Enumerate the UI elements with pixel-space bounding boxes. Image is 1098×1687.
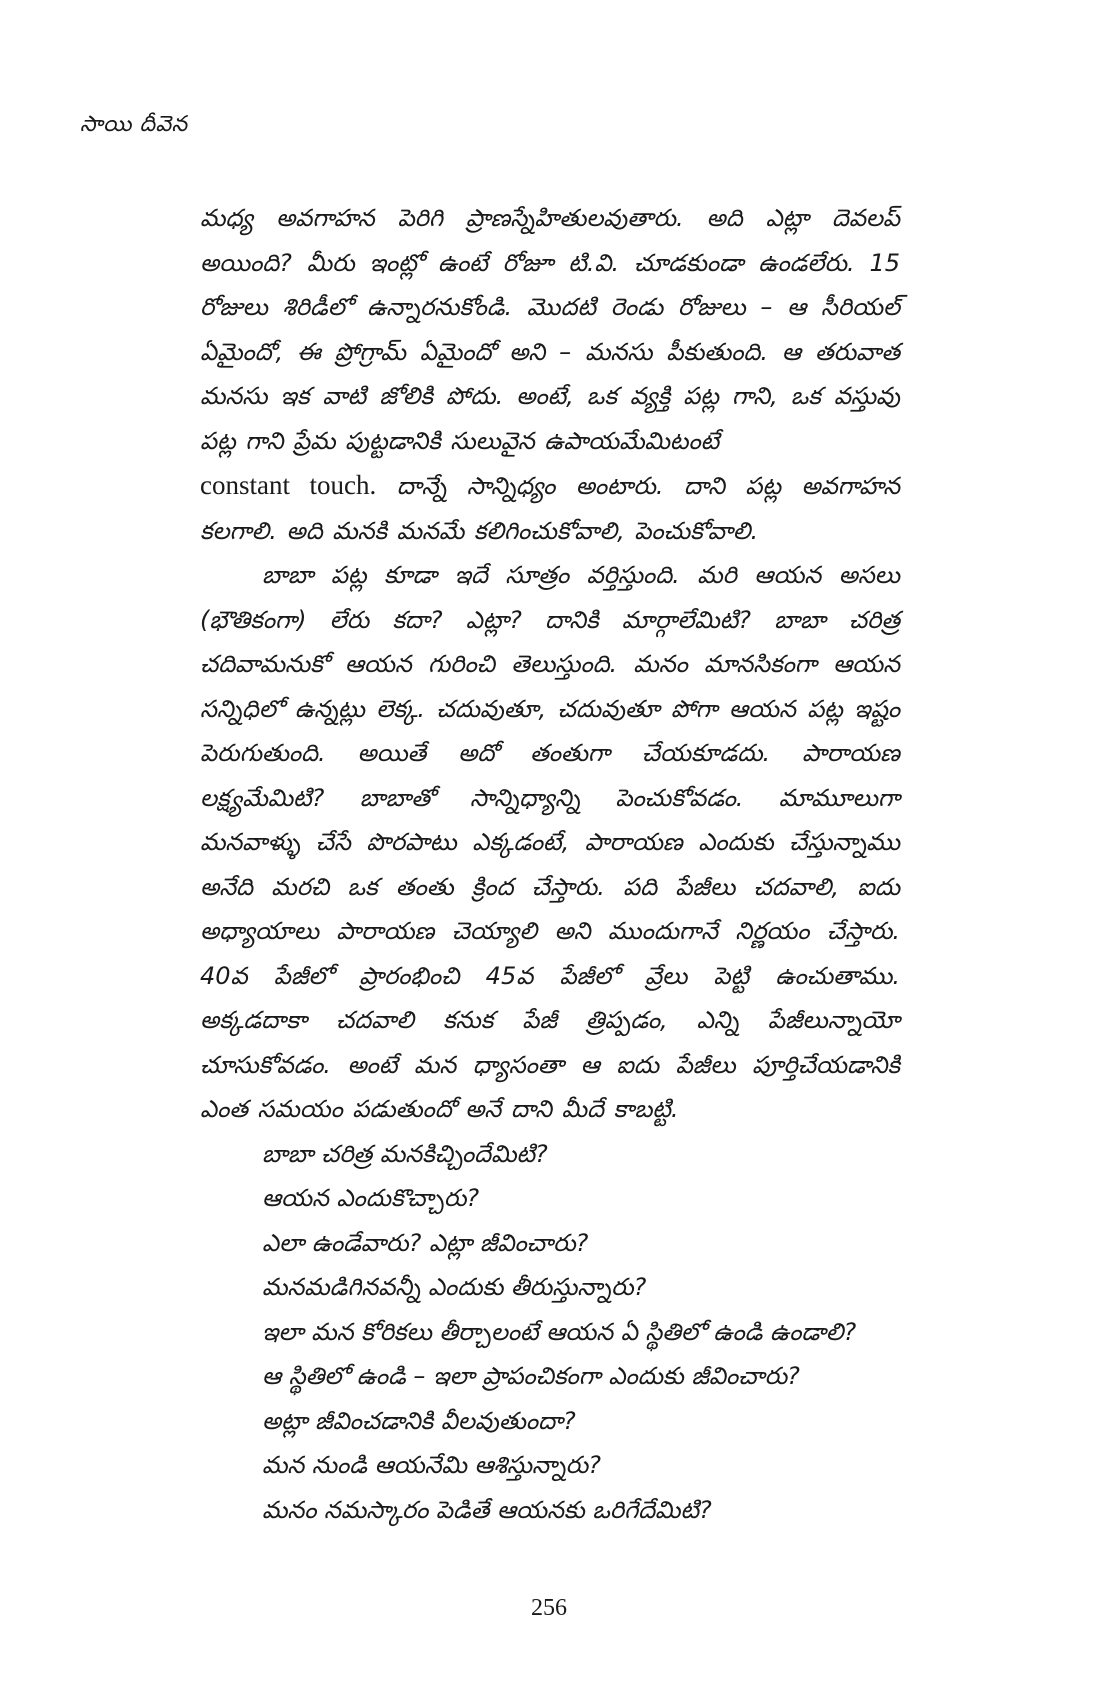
question-list xyxy=(200,1132,900,1533)
question-item: ఇలా మన కోరికలు తీర్చాలంటే ఆయన ఏ స్థితిలో ఉండి ఉండాలి? xyxy=(262,1317,857,1346)
question-item: అట్లా జీవించడానికి వీలవుతుందా? xyxy=(262,1406,576,1435)
body-text xyxy=(200,196,900,1532)
question-item: మనం నమస్కారం పెడితే ఆయనకు ఒరిగేదేమిటి? xyxy=(262,1495,712,1524)
question-item: ఆయన ఎందుకొచ్చారు? xyxy=(262,1184,480,1212)
running-title: సాయి దీవెన xyxy=(80,112,188,137)
question-item: ఎలా ఉండేవారు? ఎట్లా జీవించారు? xyxy=(262,1228,589,1257)
question-item: మన నుండి ఆయనేమి ఆశిస్తున్నారు? xyxy=(262,1451,601,1479)
english-phrase: constant touch. xyxy=(200,470,377,500)
paragraph-1 xyxy=(200,196,900,553)
page-number: 256 xyxy=(531,1595,567,1621)
question-item: బాబా చరిత్ర మనకిచ్చిందేమిటి? xyxy=(262,1139,548,1168)
paragraph-2: బాబా పట్ల కూడా ఇదే సూత్రం వర్తిస్తుంది. మరి ఆయన అసలు (భౌతికంగా) లేరు కదా? ఎట్లా? దానికి మార్గాలేమిటి? బాబా చరిత్ర చదివామనుకో ఆయన గురించి తెలుస్తుంది. మనం మానసికంగా ఆయన సన్నిధిలో ఉన్నట్లు లెక్క. చదువుతూ, చదువుతూ పోగా ఆయన పట్ల ఇష్టం పెరుగుతుంది. అయితే అదో తంతుగా చేయకూడదు. పారాయణ లక్ష్యమేమిటి? బాబాతో సాన్నిధ్యాన్ని పెంచుకోవడం. మామూలుగా మనవాళ్ళు చేసే పొరపాటు ఎక్కడంటే, పారాయణ ఎందుకు చేస్తున్నాము అనేది మరచి ఒక తంతు క్రింద చేస్తారు. పది పేజీలు చదవాలి, ఐదు అధ్యాయాలు పారాయణ చెయ్యాలి అని ముందుగానే నిర్ణయం చేస్తారు. 40వ పేజీలో ప్రారంభించి 45వ పేజీలో వ్రేలు పెట్టి ఉంచుతాము. అక్కడదాకా చదవాలి కనుక పేజీ త్రిప్పడం, ఎన్ని పేజీలున్నాయో చూసుకోవడం. అంటే మన ధ్యాసంతా ఆ ఐదు పేజీలు పూర్తిచేయడానికి ఎంత సమయం పడుతుందో అనే దాని మీదే కాబట్టి. xyxy=(200,561,900,1123)
question-item: ఆ స్థితిలో ఉండి – ఇలా ప్రాపంచికంగా ఎందుకు జీవించారు? xyxy=(262,1362,800,1390)
paragraph-1-text-end: దాన్నే సాన్నిధ్యం అంటారు. దాని పట్ల అవగాహన కలగాలి. అది మనకి మనమే కలిగించుకోవాలి, పెంచుకోవాలి. xyxy=(200,472,900,545)
paragraph-1-text-start: మధ్య అవగాహన పెరిగి ప్రాణస్నేహితులవుతారు. అది ఎట్లా దెవలప్ అయింది? మీరు ఇంట్లో ఉంటే రోజూ టి.వి. చూడకుండా ఉండలేరు. 15 రోజులు శిరిడీలో ఉన్నారనుకోండి. మొదటి రెండు రోజులు – ఆ సీరియల్ ఏమైందో, ఈ ప్రోగ్రామ్ ఏమైందో అని – మనసు పీకుతుంది. ఆ తరువాత మనసు ఇక వాటి జోలికి పోదు. అంటే, ఒక వ్యక్తి పట్ల గాని, ఒక వస్తువు పట్ల గాని ప్రేమ పుట్టడానికి సులువైన ఉపాయమేమిటంటే xyxy=(200,204,900,455)
question-item: మనమడిగినవన్నీ ఎందుకు తీరుస్తున్నారు? xyxy=(262,1273,647,1301)
